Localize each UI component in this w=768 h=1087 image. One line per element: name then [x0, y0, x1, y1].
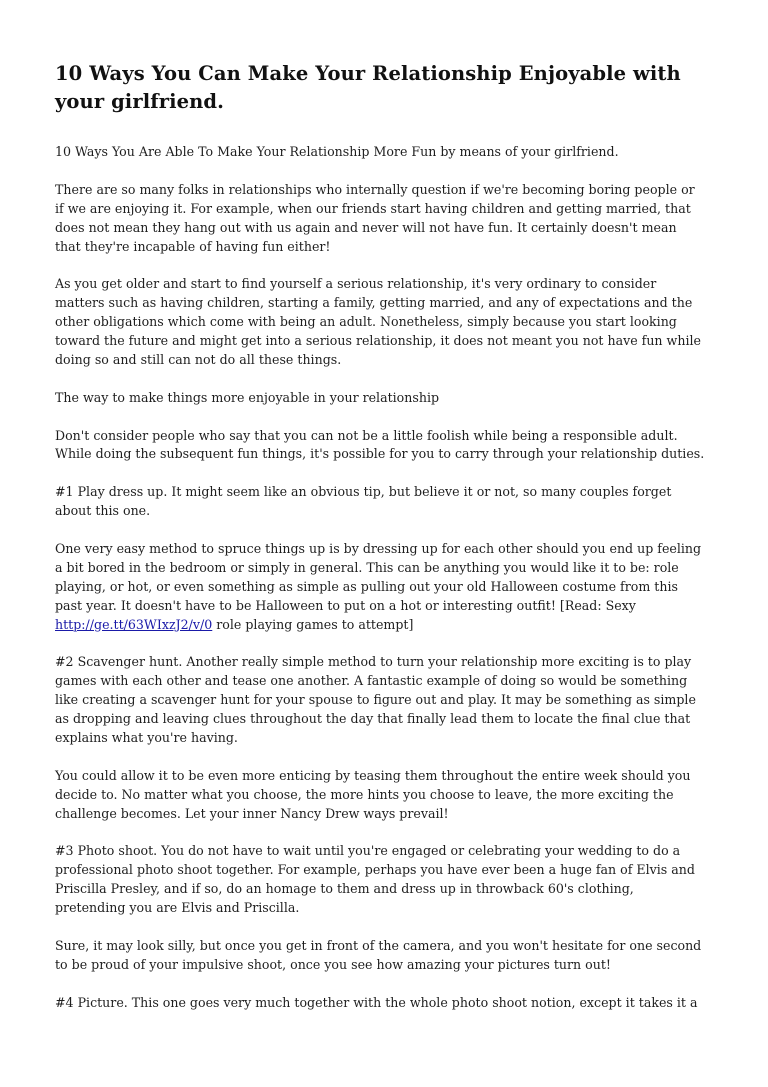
text-line: You could allow it to be even more enticing by teasing them throughout the entire week should you	[55, 767, 691, 783]
text-line: decide to. No matter what you choose, the more hints you choose to leave, the more exciting the	[55, 786, 674, 802]
text-line: matters such as having children, starting a family, getting married, and any of expectations and the	[55, 295, 693, 311]
dress-up-paragraph	[55, 540, 714, 635]
text-line: While doing the subsequent fun things, it's possible for you to carry through your relationship duties.	[55, 446, 705, 462]
text-line: explains what you're having.	[55, 729, 238, 745]
silly-paragraph	[55, 937, 714, 975]
intro-paragraph	[55, 181, 714, 257]
text-line: does not mean they hang out with us again and never will not have fun. It certainly doesn't mean	[55, 219, 677, 235]
title-line: 10 Ways You Can Make Your Relationship Enjoyable with	[55, 62, 681, 85]
dont-consider-paragraph	[55, 427, 714, 465]
text-line: about this one.	[55, 503, 151, 519]
text-line: As you get older and start to find yourself a serious relationship, it's very ordinary to consider	[55, 276, 657, 292]
link-line	[55, 616, 714, 635]
text-line: 10 Ways You Are Able To Make Your Relationship More Fun by means of your girlfriend.	[55, 144, 619, 159]
tip-3-paragraph	[55, 842, 714, 918]
text-line: #4 Picture. This one goes very much together with the whole photo shoot notion, except it takes it a	[55, 994, 698, 1010]
text-line: games with each other and tease one another. A fantastic example of doing so would be something	[55, 673, 688, 689]
document-title	[55, 60, 714, 116]
text-line: One very easy method to spruce things up is by dressing up for each other should you end up feeling	[55, 540, 702, 556]
text-line: as dropping and leaving clues throughout the day that finally lead them to locate the final clue that	[55, 711, 691, 727]
text-line: #3 Photo shoot. You do not have to wait until you're engaged or celebrating your wedding to do a	[55, 843, 681, 859]
text-line: if we are enjoying it. For example, when our friends start having children and getting married, that	[55, 200, 691, 216]
text-line: There are so many folks in relationships who internally question if we're becoming boring people or	[55, 181, 695, 197]
text-line: Sure, it may look silly, but once you get in front of the camera, and you won't hesitate for one second	[55, 937, 702, 953]
subtitle-paragraph	[55, 143, 714, 162]
text-line: toward the future and might get into a serious relationship, it does not meant you not have fun while	[55, 333, 701, 349]
roleplay-link[interactable]: http://ge.tt/63WIxzJ2/v/0	[55, 616, 213, 632]
text-line: #1 Play dress up. It might seem like an obvious tip, but believe it or not, so many couples forget	[55, 484, 672, 500]
tip-2-paragraph	[55, 653, 714, 748]
section-heading	[55, 389, 714, 408]
link-suffix-text: role playing games to attempt]	[212, 616, 414, 632]
text-line: Priscilla Presley, and if so, do an homage to them and dress up in throwback 60's clothing,	[55, 881, 634, 897]
text-line: doing so and still can not do all these things.	[55, 351, 342, 367]
text-line: challenge becomes. Let your inner Nancy Drew ways prevail!	[55, 805, 449, 821]
text-line: other obligations which come with being an adult. Nonetheless, simply because you start looking	[55, 314, 677, 330]
text-line: that they're incapable of having fun either!	[55, 238, 331, 254]
text-line: to be proud of your impulsive shoot, once you see how amazing your pictures turn out!	[55, 956, 611, 972]
text-line: professional photo shoot together. For example, perhaps you have ever been a huge fan of Elvis and	[55, 862, 695, 878]
tip-1-paragraph	[55, 483, 714, 521]
enticing-paragraph	[55, 767, 714, 824]
text-line: Don't consider people who say that you can not be a little foolish while being a responsible adult.	[55, 427, 678, 443]
older-paragraph	[55, 275, 714, 370]
text-line: The way to make things more enjoyable in your relationship	[55, 389, 440, 405]
tip-4-paragraph	[55, 994, 714, 1013]
title-line: your girlfriend.	[55, 90, 224, 113]
text-line: pretending you are Elvis and Priscilla.	[55, 900, 300, 916]
text-line: like creating a scavenger hunt for your spouse to figure out and play. It may be something as simple	[55, 692, 696, 708]
text-line: past year. It doesn't have to be Halloween to put on a hot or interesting outfit! [Read: Sexy	[55, 597, 636, 613]
text-line: a bit bored in the bedroom or simply in general. This can be anything you would like it to be: role	[55, 559, 679, 575]
text-line: #2 Scavenger hunt. Another really simple method to turn your relationship more exciting is to play	[55, 654, 692, 670]
text-line: playing, or hot, or even something as simple as pulling out your old Halloween costume from this	[55, 578, 678, 594]
